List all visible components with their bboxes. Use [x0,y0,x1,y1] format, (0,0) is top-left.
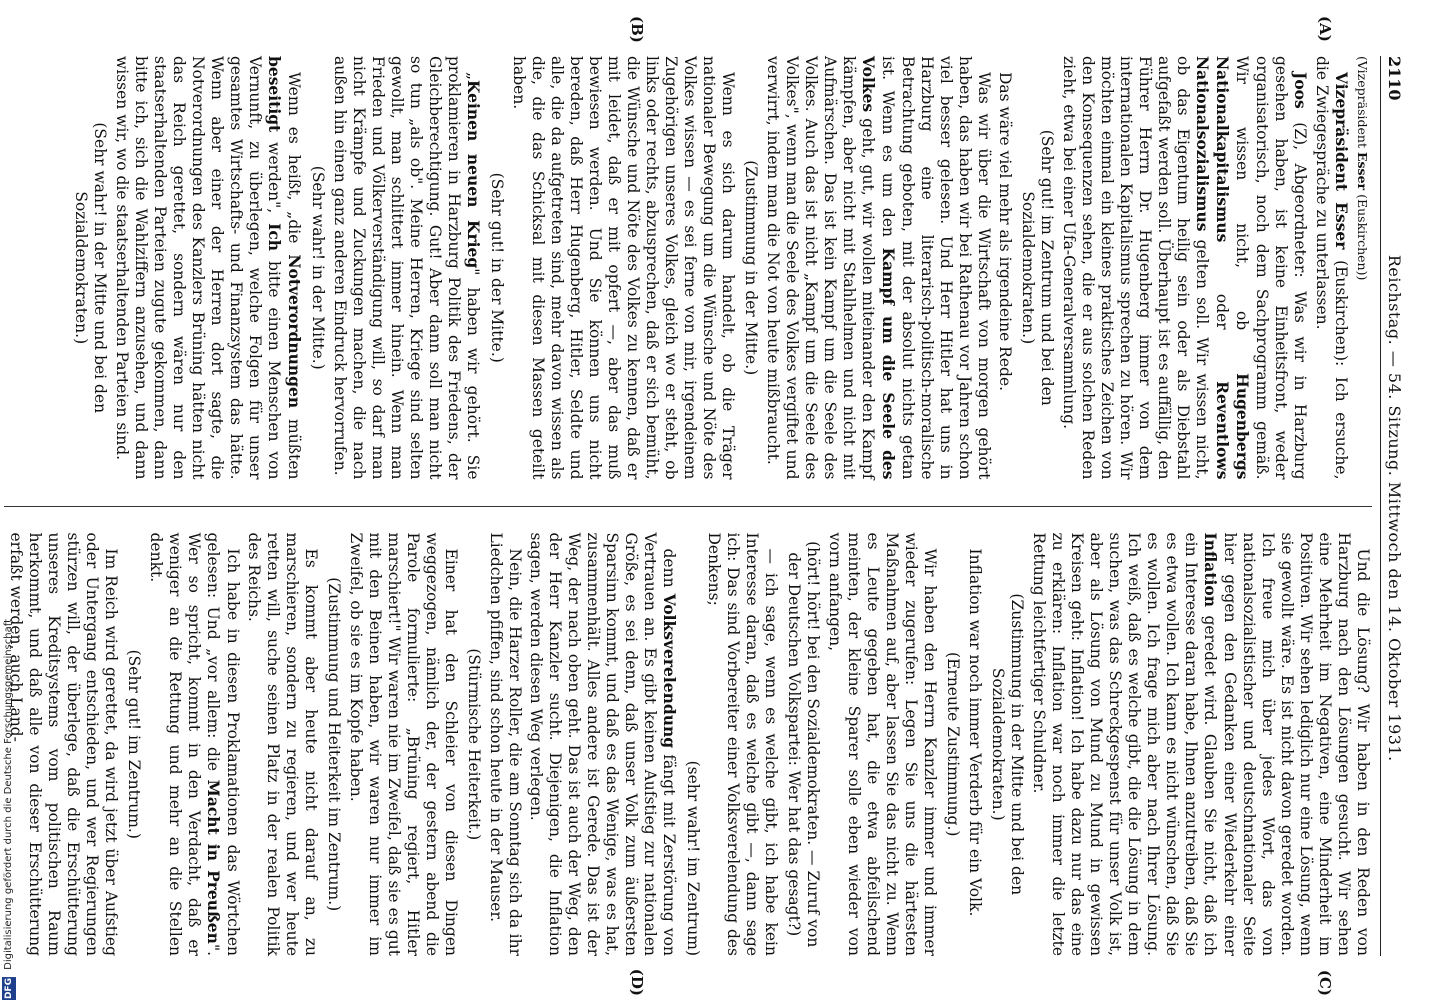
margin-mark-b: (B) [628,16,646,43]
reaction: (Sehr wahr! in der Mitte und bei den Sozialdemokraten.) [72,122,109,414]
paragraph: Im Reich wird gerettet, da wird jetzt über Aufstieg oder Untergang entschieden, und wer Regierungen stürzen will, der überlege, daß die Erschütterung unseres Kreditsystems vom politischen Raum herkommt, und daß alle von dieser Erschütterung erfaßt werden, auch Land- [7,532,120,956]
reaction: (Sehr gut! im Zentrum.) [125,649,143,839]
presiding-note: (Vizepräsident Esser (Euskirchen)) [1355,56,1370,281]
reaction: (Sehr gut! in der Mitte.) [488,172,506,363]
paragraph: Vizepräsident Esser (Euskirchen): Ich ersuche, die Zwiegespräche zu unterlassen. [1313,56,1351,480]
column-divider [4,506,1372,507]
paragraph: Es kommt aber heute nicht darauf an, zu marschieren, sondern zu regieren, und wer heute retten will, suche seinen Platz in der realen Politik des Reichs. [245,532,320,956]
page-number: 2110 [1385,56,1404,101]
paragraph: „Keinen neuen Krieg" haben wir gehört. Sie proklamieren in Harzburg Politik des Friedens, der Gleichberechtigung. Gut! Aber dann soll man nicht so tun „als ob". Meine Herren, Kriege sind selten gewollt, man schlittert immer hinein. Wenn man Frieden und Völkerverständigung will, so darf man nicht Krämpfe und Zuckungen machen, die nach außen hin einen ganz anderen Eindruck hervorrufen. [331,56,483,480]
reaction: (Zustimmung in der Mitte und bei den Sozialdemokraten.) [989,593,1026,896]
margin-mark-c: (C) [1316,969,1334,996]
reaction: (Stürmische Heiterkeit.) [465,648,483,841]
digitization-credit: Digitalisierung gefördert durch die Deutsche Forschungsgemeinschaft [3,618,14,970]
reaction: (hört! hört! bei den Sozialdemokraten. — Zuruf von der Deutschen Volkspartei: Wer hat das gesagt?) [785,541,822,948]
paragraph: Wenn es sich darum handelt, ob die Träger nationaler Bewegung um die Wünsche und Nöte des Volkes wissen — es sei ferne von mir, irgendeinem Zugehörigen unseres Volkes, gleich wo er steht, ob links oder rechts, abzusprechen, daß er sich bemüht, die Wünsche und Nöte des Volkes zu kennen, daß er mit leidet, daß er mit opfert —, aber das muß bewiesen werden. Und Sie können uns nicht bereden, daß Herr Hugenberg, Hitler, Seldte und alle, die da aufgetreten sind, mehr davon wissen als die, die das Schicksal mit diesen Massen geteilt haben. [510,56,737,480]
reaction: (Zustimmung und Heiterkeit im Zentrum.) [325,577,343,912]
paragraph: Was wir über die Wirtschaft von morgen gehört haben, das haben wir bei Rathenau vor Jahren schon viel besser gelesen. Und Herr Hitler hat uns in Harzburg eine literarisch-politisch-moralische Betrachtung geboten, mit der absolut nichts getan ist. Wenn es um den Kampf um die Seele des Volkes geht, gut, wir wollen miteinander den Kampf kämpfen, aber nicht mit Stahlhelmen und nicht mit Aufmärschen. Das ist kein Kampf um die Seele des Volkes. Auch das ist nicht „Kampf um die Seele des Volkes", wenn man die Seele des Volkes vergiftet und verwirrt, indem man die Not von heute mißbraucht. [764,56,993,480]
paragraph: Joos (Z), Abgeordneter: Was wir in Harzburg gesehen haben, ist keine Einheitsfront, weder organisatorisch, noch dem Sachprogramm gemäß. Wir wissen nicht, ob Hugenbergs Nationalkapitalismus oder Reventlows Nationalsozialismus gelten soll. Wir wissen nicht, ob das Eigentum heilig sein oder als Diebstahl aufgefaßt werden soll. Überhaupt ist es auffällig, den Führer Herrn Dr. Hugenberg immer von dem internationalen Kapitalismus sprechen zu hören. Wir möchten einmal ein kleines praktisches Zeichen von den Konsequenzen sehen, die er aus solchen Reden zieht, etwa bei einer Ufa-Generalversammlung. [1060,56,1310,480]
reaction: (sehr wahr! im Zentrum) [684,760,702,956]
paragraph: Ich habe in diesen Proklamationen das Wörtchen gelesen: Und „vor allem: die Macht in Preußen". Wer so spricht, kommt in den Verdacht, daß er weniger an die Rettung und mehr an die Stellen denkt. [147,532,242,956]
paragraph: Inflation war noch immer Verderb für ein Volk. [966,548,984,917]
reaction: (Erneute Zustimmung.) [944,652,962,837]
paragraph: Wenn es heißt, „die Notverordnungen müßten beseitigt werden", Ich bitte einen Menschen von Vernunft, zu überlegen, welche Folgen für unser gesamtes Wirtschafts- und Finanzsystem das hätte. Wenn aber einer der Herren dort sagte, die Notverordnungen des Kanzlers Brüning hätten nicht das Reich gerettet, sondern wären nur den staatserhaltenden Parteien zugute gekommen, dann bitte ich, sich die Wahlziffern anzusehen, und dann wissen wir, wo die staatserhaltenden Parteien sind. [113,56,304,480]
dfg-logo-icon: DFG [4,977,14,999]
paragraph: Nein, die Harzer Roller, die am Sonntag sich da ihr Liedchen pfiffen, sind schon heute in der Mauser. [487,532,524,956]
paragraph: Das wäre viel mehr als irgendeine Rede. [996,72,1014,392]
reaction: (Zustimmung in der Mitte.) [742,160,760,376]
paragraph: Und die Lösung? Wir haben in den Reden von Harzburg nach den Lösungen gesucht. Wir sehen eine Mehrheit im Negativen, eine Minderheit im Positiven. Wir sehen lediglich nur eine Lösung, wenn sie gewollt wäre. Es ist nicht davon geredet worden. Ich freue mich über jedes Wort, das von nationalsozialistischer und deutschnationaler Seite hier gegen den Gedanken einer Wiederkehr einer Inflation geredet wird. Glauben Sie nicht, daß ich ein Interesse daran habe, Ihnen anzutreiben, daß Sie es etwa wollen. Ich kann es nicht wünschen, daß Sie es wollen. Ich frage mich aber nach Ihrer Lösung. Ich weiß, daß es welche gibt, die die Lösung in dem suchen, was das Schreckgespenst für unser Volk ist, aber als Lösung von Mund zu Mund in gewissen Kreisen geht: Inflation! Ich habe dazu nur das eine zu erklären: Inflation war noch immer die letzte Rettung leichtfertiger Schuldner. [1030,532,1372,956]
left-column [4,16,1372,480]
paragraph: denn Volksverelendung fängt mit Zerstörung von Vertrauen an. Es gibt keinen Aufstieg zur nationalen Größe, es sei denn, daß unser Volk zum äußersten Sparsinn kommt, und daß es das Wenige, was es hat, zusammenhält. Alles andere ist Gerede. Das ist der Weg, der nach oben geht. Das ist auch der Weg, den der Herr Kanzler sucht. Diejenigen, die Inflation sagen, werden diesen Weg verlegen. [527,532,679,956]
page-header [1380,56,1404,956]
paragraph: Wir haben den Herrn Kanzler immer und immer wieder zugerufen: Legen Sie uns die härtesten Maßnahmen auf, aber lassen Sie das nicht zu. Wenn es Leute gegeben hat, die etwa abfeilschend meinten, der kleine Sparer solle eben wieder von vorn anfangen, [826,532,939,956]
reaction: (Sehr gut! im Zentrum und bei den Sozialdemokraten.) [1019,129,1056,406]
running-head: Reichstag. — 54. Sitzung. Mittwoch den 14. Oktober 1931. [1385,254,1404,762]
paragraph: — ich sage, wenn es welche gibt, ich habe kein Interesse daran, daß es welche gibt —, dann sage ich: Das sind Vorbereiter einer Volksverelendung des Denkens; [705,532,780,956]
margin-mark-a: (A) [1316,16,1334,42]
margin-mark-d: (D) [628,968,646,996]
reaction: (Sehr wahr! in der Mitte.) [309,165,327,370]
paragraph: Einer hat den Schleier von diesen Dingen weggezogen, nämlich der, der gestern abend die Parole formulierte: „Brüning regiert, Hitler marschiert!" Wir waren nie im Zweifel, daß sie es gut mit den Beinen haben, wir waren nur immer im Zweifel, ob sie es im Kopfe haben. [347,532,460,956]
